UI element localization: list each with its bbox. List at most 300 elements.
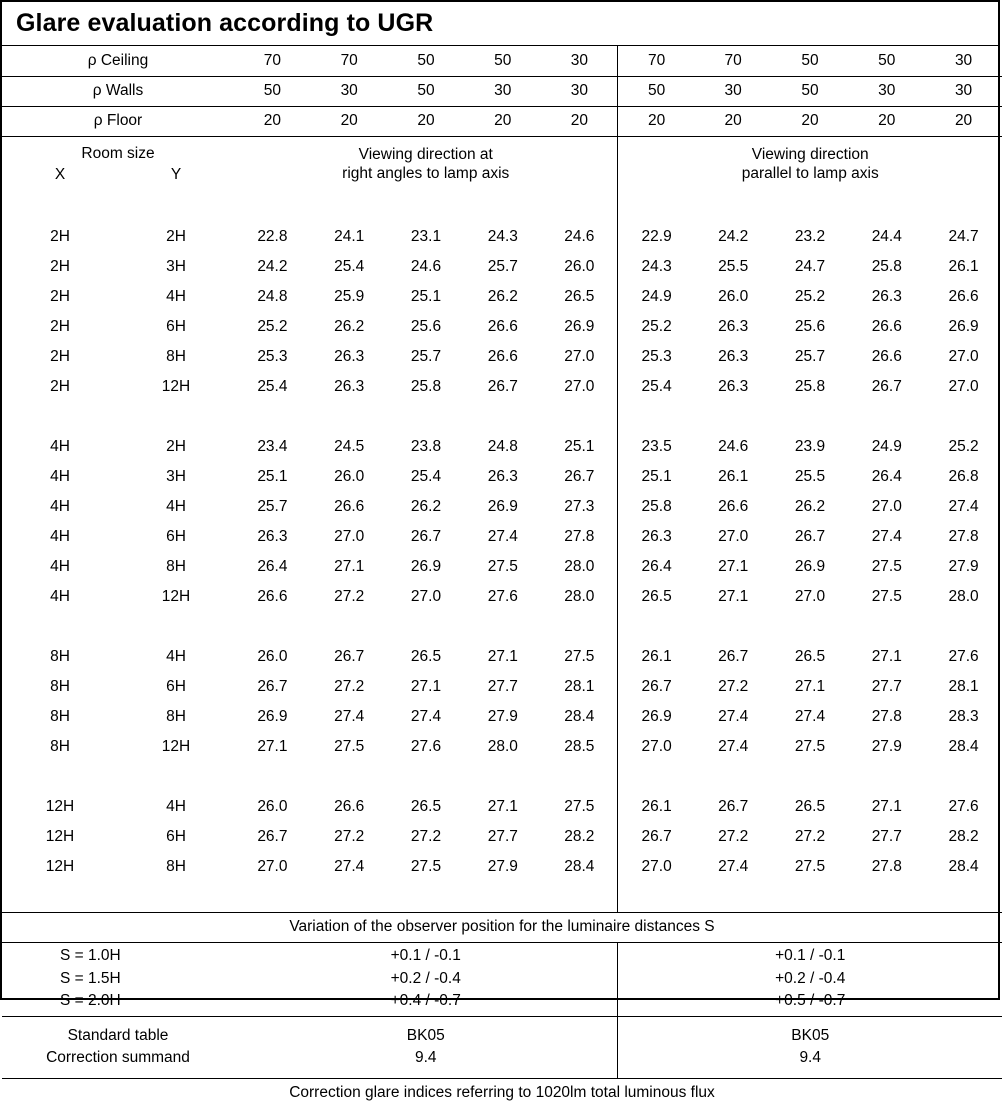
room-size-pair [2,852,234,882]
ugr-value: 26.0 [257,648,288,665]
ugr-value: 25.8 [618,492,695,522]
standard-table-value: BK05 [791,1026,830,1044]
ugr-value: 27.1 [718,558,749,575]
ugr-value: 26.6 [718,498,749,515]
correction-summand-value: 9.4 [799,1049,821,1066]
room-size-pair [2,252,234,282]
ugr-value: 25.5 [718,258,749,275]
ugr-value: 24.8 [257,288,288,305]
room-y: 12H [161,738,191,755]
room-size-pair [2,582,234,612]
ugr-value: 26.8 [948,468,979,485]
room-y: 4H [166,798,186,815]
ugr-value: 27.9 [871,738,902,755]
walls-value: 50 [618,76,695,106]
room-x: 8H [50,678,70,695]
ugr-value: 28.1 [564,678,595,695]
room-size-pair [2,672,234,702]
row-label-walls: ρ Walls [2,76,234,106]
ugr-value: 27.4 [718,708,749,725]
ugr-value: 27.7 [871,678,902,695]
table-row [2,252,1002,282]
room-x: 2H [50,378,70,395]
ugr-value: 26.1 [718,468,749,485]
ugr-value: 27.2 [794,828,826,845]
ugr-value: 27.4 [794,708,826,725]
ugr-value: 25.5 [794,468,826,485]
ugr-value: 26.7 [618,822,695,852]
ugr-value: 28.4 [948,858,979,875]
page-title-row [2,2,998,46]
ugr-value: 24.7 [794,258,826,275]
walls-value: 50 [234,76,311,106]
room-y: 8H [166,708,186,725]
variation-labels [2,942,234,1016]
ugr-value: 26.3 [718,348,749,365]
ugr-value: 26.7 [871,378,902,395]
room-x: 2H [50,228,70,245]
ugr-value: 28.1 [948,678,979,695]
table-row-walls [2,76,1002,106]
ugr-value: 27.0 [410,588,442,605]
table-row [2,822,1002,852]
spacer-cell [2,762,234,792]
ugr-value: 25.4 [410,468,442,485]
spacer-cell [234,612,618,642]
room-size-pair [2,792,234,822]
walls-value: 30 [925,76,1002,106]
ugr-value: 27.0 [871,498,902,515]
viewing-direction-parallel-header [618,136,1002,192]
room-y: 4H [166,498,186,515]
viewing-direction-perpendicular-header [234,136,618,192]
room-x: 8H [50,738,70,755]
spacer-cell [618,762,1002,792]
room-size-pair [2,702,234,732]
ugr-value: 27.8 [871,708,902,725]
room-y: 8H [166,858,186,875]
ugr-value: 24.3 [487,228,518,245]
ugr-value: 27.0 [564,348,595,365]
ugr-value: 28.0 [487,738,518,755]
ugr-value: 25.3 [618,342,695,372]
ugr-value: 26.9 [257,708,288,725]
ugr-value: 27.4 [718,858,749,875]
ugr-value: 26.5 [564,288,595,305]
ugr-value: 26.4 [257,558,288,575]
ugr-value: 24.6 [564,228,595,245]
table-row [2,372,1002,402]
room-y: 6H [166,678,186,695]
ugr-value: 27.5 [334,738,365,755]
ugr-value: 27.8 [564,528,595,545]
ugr-value: 26.7 [564,468,595,485]
table-header-band [2,136,1002,192]
spacer-cell [2,612,234,642]
ugr-value: 26.3 [257,528,288,545]
ugr-value: 27.4 [948,498,979,515]
ugr-value: 23.9 [794,438,826,455]
ugr-value: 27.1 [410,678,442,695]
floor-value: 20 [695,106,772,136]
ugr-value: 27.0 [257,858,288,875]
ugr-value: 28.4 [948,738,979,755]
ugr-value: 26.7 [410,528,442,545]
ugr-value: 27.1 [334,558,365,575]
ugr-value: 27.1 [487,798,518,815]
ugr-value: 26.9 [794,558,826,575]
table-row [2,642,1002,672]
table-row [2,222,1002,252]
ugr-value: 27.2 [334,678,365,695]
ugr-value: 27.5 [794,738,826,755]
room-x: 12H [45,828,75,845]
ugr-value: 26.7 [257,678,288,695]
variation-values-row [2,942,1002,1016]
ugr-value: 27.2 [334,588,365,605]
ugr-value: 26.3 [334,348,365,365]
room-y: 2H [166,438,186,455]
ugr-value: 26.7 [334,648,365,665]
ugr-value: 25.4 [334,258,365,275]
ugr-value: 26.1 [618,642,695,672]
room-x: 12H [45,858,75,875]
ugr-value: 25.7 [794,348,826,365]
room-size-header [2,136,234,192]
ugr-value: 26.5 [410,798,442,815]
ugr-value: 27.6 [948,798,979,815]
standard-table-label: Standard table [67,1026,169,1044]
ugr-value: 26.1 [618,792,695,822]
variation-value: +0.2 / -0.4 [390,969,461,987]
ugr-value: 27.2 [718,678,749,695]
ugr-value: 25.1 [618,462,695,492]
room-size-pair [2,822,234,852]
room-y: 12H [161,378,191,395]
ugr-value: 27.6 [487,588,518,605]
room-x: 2H [50,258,70,275]
ugr-value: 26.2 [487,288,518,305]
ugr-value: 24.8 [487,438,518,455]
variation-header: Variation of the observer position for the luminaire distances S [2,912,1002,942]
walls-value: 30 [848,76,925,106]
ugr-value: 27.5 [564,648,595,665]
ugr-value: 26.7 [718,798,749,815]
variation-value: +0.4 / -0.7 [390,992,461,1010]
ugr-value: 24.2 [257,258,288,275]
ugr-value: 27.5 [564,798,595,815]
variation-label: S = 1.5H [60,969,121,987]
ugr-value: 26.7 [618,672,695,702]
ugr-value: 23.8 [410,438,442,455]
floor-value: 20 [772,106,849,136]
ugr-value: 23.4 [257,438,288,455]
ugr-value: 26.5 [794,798,826,815]
ugr-value: 28.0 [948,588,979,605]
spacer-row [2,612,1002,642]
table-row [2,282,1002,312]
ugr-value: 24.6 [718,438,749,455]
room-y: 6H [166,528,186,545]
ugr-value: 25.2 [948,438,979,455]
room-size-pair [2,492,234,522]
ugr-value: 26.5 [794,648,826,665]
ugr-value: 24.3 [618,252,695,282]
variation-value: +0.5 / -0.7 [775,992,846,1010]
ugr-value: 26.4 [871,468,902,485]
ugr-value: 27.7 [871,828,902,845]
spacer-row [2,192,1002,222]
ugr-value: 27.7 [487,678,518,695]
ugr-value: 26.3 [718,378,749,395]
ugr-value: 25.3 [257,348,288,365]
ugr-value: 26.6 [334,798,365,815]
floor-value: 20 [388,106,465,136]
table-row [2,342,1002,372]
ceiling-value: 70 [695,46,772,76]
ceiling-value: 50 [848,46,925,76]
ugr-value: 27.9 [487,708,518,725]
ugr-value: 25.7 [410,348,442,365]
ugr-value: 24.2 [718,228,749,245]
room-size-pair [2,522,234,552]
ugr-value: 22.8 [257,228,288,245]
ugr-value: 27.1 [257,738,288,755]
ugr-value: 27.2 [334,828,365,845]
ugr-value: 28.0 [564,588,595,605]
room-y: 12H [161,588,191,605]
ugr-value: 26.6 [871,318,902,335]
ugr-value: 26.6 [334,498,365,515]
ugr-value: 27.0 [948,348,979,365]
ugr-value: 27.0 [564,378,595,395]
room-size-pair [2,432,234,462]
spacer-cell [234,762,618,792]
ugr-value: 26.2 [334,318,365,335]
ugr-value: 25.8 [871,258,902,275]
room-x: 2H [50,348,70,365]
ugr-value: 26.9 [948,318,979,335]
viewing-direction-line2: parallel to lamp axis [741,165,879,183]
floor-value: 20 [848,106,925,136]
room-y: 6H [166,318,186,335]
floor-value: 20 [234,106,311,136]
variation-label: S = 1.0H [60,947,121,965]
ugr-value: 26.3 [334,378,365,395]
footer-note: Correction glare indices referring to 1020lm total luminous flux [2,1078,1002,1108]
row-label-floor: ρ Floor [2,106,234,136]
table-row [2,792,1002,822]
spacer-row [2,762,1002,792]
room-x: 2H [50,318,70,335]
spacer-cell [2,402,234,432]
room-x: 8H [50,648,70,665]
ugr-value: 27.1 [718,588,749,605]
room-size-pair [2,282,234,312]
ugr-value: 27.4 [334,858,365,875]
room-x: 4H [50,468,70,485]
ugr-value: 27.4 [871,528,902,545]
floor-value: 20 [311,106,388,136]
ugr-value: 26.9 [487,498,518,515]
spacer-cell [2,882,234,912]
floor-value: 20 [925,106,1002,136]
ugr-value: 26.7 [487,378,518,395]
ugr-value: 24.9 [871,438,902,455]
ugr-value: 25.9 [334,288,365,305]
ugr-value: 26.0 [718,288,749,305]
ugr-value: 26.7 [257,828,288,845]
spacer-cell [234,402,618,432]
correction-summand-label: Correction summand [46,1049,190,1066]
viewing-direction-line2: right angles to lamp axis [342,165,510,183]
ugr-value: 26.1 [948,258,979,275]
variation-value: +0.1 / -0.1 [775,947,846,965]
room-y: 2H [166,228,186,245]
room-size-x-label: X [54,166,66,184]
ugr-value: 25.4 [618,372,695,402]
ugr-value: 26.6 [487,348,518,365]
ugr-value: 27.9 [948,558,979,575]
ugr-value: 26.9 [564,318,595,335]
ugr-value: 27.4 [718,738,749,755]
walls-value: 50 [772,76,849,106]
standard-values-perpendicular [234,1016,618,1078]
room-y: 6H [166,828,186,845]
ugr-value: 27.8 [871,858,902,875]
spacer-row [2,882,1002,912]
ugr-value: 27.6 [948,648,979,665]
table-row [2,432,1002,462]
room-y: 3H [166,258,186,275]
room-x: 4H [50,438,70,455]
room-x: 4H [50,528,70,545]
correction-summand-value: 9.4 [414,1049,437,1066]
ugr-value: 27.5 [487,558,518,575]
spacer-cell [234,192,618,222]
ugr-value: 23.1 [410,228,442,245]
ugr-value: 27.3 [564,498,595,515]
walls-value: 30 [311,76,388,106]
spacer-cell [618,882,1002,912]
ugr-value: 25.7 [487,258,518,275]
ugr-value: 26.0 [334,468,365,485]
ugr-value: 26.7 [718,648,749,665]
ugr-value: 23.5 [618,432,695,462]
ugr-value: 27.4 [410,708,442,725]
variation-header-row [2,912,1002,942]
ugr-value: 25.2 [257,318,288,335]
variation-value: +0.2 / -0.4 [775,969,846,987]
ugr-value: 27.0 [794,588,826,605]
table-row [2,732,1002,762]
ugr-value: 27.0 [618,852,695,882]
variation-values-parallel [618,942,1002,1016]
room-size-y-label: Y [170,166,182,184]
room-size-pair [2,462,234,492]
ugr-value: 27.4 [334,708,365,725]
ugr-value: 27.0 [948,378,979,395]
table-row [2,492,1002,522]
table-row [2,552,1002,582]
room-size-pair [2,342,234,372]
spacer-row [2,402,1002,432]
ugr-value: 27.5 [871,558,902,575]
ugr-value: 25.6 [794,318,826,335]
ugr-value: 26.6 [871,348,902,365]
ugr-value: 27.2 [410,828,442,845]
ugr-main-table [2,46,1002,1108]
ugr-value: 27.4 [487,528,518,545]
ceiling-value: 30 [541,46,618,76]
ugr-value: 25.1 [410,288,442,305]
ugr-value: 25.8 [794,378,826,395]
spacer-cell [618,612,1002,642]
ugr-value: 26.0 [257,798,288,815]
room-y: 4H [166,648,186,665]
room-size-pair [2,552,234,582]
ceiling-value: 70 [618,46,695,76]
walls-value: 50 [388,76,465,106]
ugr-value: 27.2 [718,828,749,845]
ugr-value: 27.0 [718,528,749,545]
variation-label: S = 2.0H [60,992,121,1010]
ugr-value: 27.1 [871,648,902,665]
footer-row [2,1078,1002,1108]
floor-value: 20 [464,106,541,136]
walls-value: 30 [464,76,541,106]
spacer-cell [234,882,618,912]
page-title: Glare evaluation according to UGR [16,9,434,37]
ugr-value: 28.4 [564,858,595,875]
ugr-value: 26.3 [871,288,902,305]
ugr-value: 27.0 [334,528,365,545]
spacer-cell [618,192,1002,222]
ugr-value: 24.1 [334,228,365,245]
room-x: 8H [50,708,70,725]
table-row [2,582,1002,612]
table-row [2,522,1002,552]
ceiling-value: 50 [388,46,465,76]
ugr-value: 24.9 [618,282,695,312]
ugr-value: 22.9 [618,222,695,252]
ugr-value: 24.5 [334,438,365,455]
row-label-ceiling: ρ Ceiling [2,46,234,76]
ugr-value: 27.5 [794,858,826,875]
room-size-pair [2,642,234,672]
ugr-value: 25.8 [410,378,442,395]
ugr-value: 24.6 [410,258,442,275]
spacer-cell [618,402,1002,432]
ugr-value: 26.5 [618,582,695,612]
table-row [2,312,1002,342]
floor-value: 20 [618,106,695,136]
ugr-value: 26.4 [618,552,695,582]
room-x: 4H [50,558,70,575]
room-size-pair [2,732,234,762]
ugr-value: 27.9 [487,858,518,875]
ugr-value: 27.7 [487,828,518,845]
ugr-value: 27.8 [948,528,979,545]
room-y: 8H [166,558,186,575]
viewing-direction-line1: Viewing direction at [358,145,493,163]
ugr-value: 26.2 [794,498,826,515]
ugr-value: 24.7 [948,228,979,245]
ugr-value: 27.6 [410,738,442,755]
room-size-pair [2,312,234,342]
ugr-value: 25.2 [794,288,826,305]
table-row-floor [2,106,1002,136]
